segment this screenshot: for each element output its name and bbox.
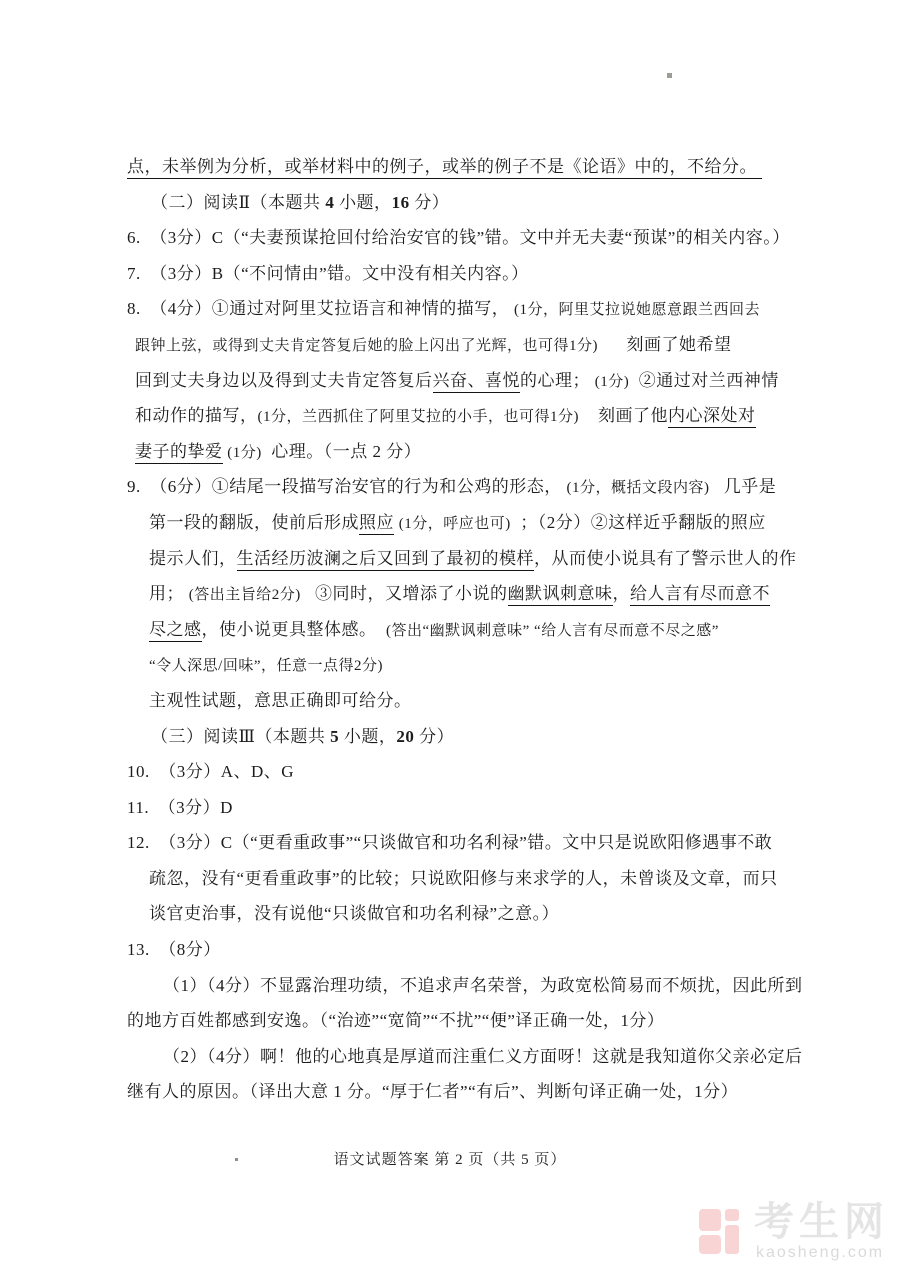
text-segment: ，从而使小说具有了警示世人的作 [534, 548, 797, 568]
text-segment: ， [612, 584, 630, 604]
underlined-text: 妻子的挚爱 [135, 442, 223, 464]
text-segment: 谈官吏治事，没有说他“只谈做官和功名利禄”之意。） [149, 904, 560, 924]
watermark-domain: kaosheng.com [756, 1244, 885, 1261]
document-lines [127, 149, 803, 1110]
text-segment: 10. （3分）A、D、G [127, 762, 295, 782]
text-line [127, 149, 787, 185]
text-line [163, 1039, 803, 1075]
watermark [696, 1198, 896, 1268]
text-line [149, 896, 787, 932]
text-segment: 12. （3分）C（“更看重政事”“只谈做官和功名利禄”错。文中只是说欧阳修遇事不敢 [127, 833, 773, 853]
underlined-text: 兴奋、喜悦 [433, 371, 521, 393]
watermark-logo-icon [725, 1225, 739, 1254]
text-line [127, 469, 787, 505]
text-line [127, 220, 790, 256]
text-segment: 和动作的描写， [135, 406, 258, 426]
text-segment: 继有人的原因。（译出大意 1 分。“厚于仁者”“有后”、判断句译正确一处，1分） [127, 1082, 739, 1102]
page-footer: 语文试题答案 第 2 页（共 5 页） [333, 1152, 567, 1168]
text-segment: 分） [409, 192, 450, 212]
text-segment: 11. （3分）D [127, 797, 233, 817]
text-line [149, 861, 787, 897]
underlined-text: 幽默讽刺意味 [508, 584, 613, 606]
text-segment: (1分，呼应也可) [398, 515, 511, 532]
text-line [149, 647, 787, 683]
watermark-logo-icon [699, 1235, 721, 1254]
text-segment: (1分，阿里艾拉说她愿意跟兰西回去 [514, 302, 760, 319]
text-segment: (1分，兰西抓住了阿里艾拉的小手，也可得1分) [257, 409, 579, 426]
text-segment: 9. （6分）①结尾一段描写治安官的行为和公鸡的形态， [127, 477, 567, 497]
text-segment: ③同时，又增添了小说的 [300, 584, 508, 604]
text-segment: (1分，概括文段内容) [566, 480, 710, 497]
text-segment: 分） [414, 726, 455, 746]
text-segment: 的心理； [520, 370, 595, 390]
text-segment: 5 [330, 726, 340, 746]
text-line [135, 363, 787, 399]
text-line [127, 790, 787, 826]
text-segment: 主观性试题，意思正确即可给分。 [149, 690, 412, 710]
underlined-text: 给人言有尽而意不 [630, 584, 770, 606]
text-segment: 刻画了他 [579, 406, 668, 426]
text-segment: 20 [396, 726, 415, 746]
text-line [151, 185, 787, 221]
text-line [127, 291, 787, 327]
text-segment: （1）（4分）不显露治理功绩，不追求声名荣誉，为政宽松简易而不烦扰，因此所到 [163, 975, 803, 995]
text-segment: (答出主旨给2分) [188, 587, 301, 604]
text-segment: 的地方百姓都感到安逸。（“治迹”“宽简”“不扰”“便”译正确一处，1分） [127, 1011, 665, 1031]
text-line [149, 541, 797, 577]
watermark-logo-icon [725, 1209, 739, 1221]
text-segment: (1分) [227, 444, 262, 461]
watermark-brand: 考生网 [754, 1200, 889, 1244]
underlined-text: 生活经历波澜之后又回到了最初的模样 [237, 549, 535, 571]
text-segment: 8. （4分）①通过对阿里艾拉语言和神情的描写， [127, 299, 514, 319]
text-line [127, 1074, 787, 1110]
text-segment: 刻画了她希望 [598, 334, 732, 354]
text-line [127, 754, 787, 790]
text-segment: 第一段的翻版，使前后形成 [149, 512, 359, 532]
underlined-text: 尽之感 [149, 620, 202, 642]
text-line [135, 398, 787, 434]
text-segment: 回到丈夫身边以及得到丈夫肯定答复后 [135, 370, 433, 390]
text-line [127, 1003, 787, 1039]
text-segment: 心理。（一点 2 分） [261, 441, 422, 461]
text-segment: 跟钟上弦，或得到丈夫肯定答复后她的脸上闪出了光辉，也可得1分) [135, 337, 598, 354]
text-segment: 7. （3分）B（“不问情由”错。文中没有相关内容。） [127, 263, 529, 283]
text-segment: 提示人们， [149, 548, 237, 568]
text-segment: ②通过对兰西神情 [629, 370, 779, 390]
text-segment: （三）阅读Ⅲ（本题共 [151, 726, 331, 746]
text-line [135, 327, 787, 363]
text-segment: (答出“幽默讽刺意味” “给人言有尽而意不尽之感” [386, 622, 719, 639]
text-segment: 小题， [334, 192, 392, 212]
text-segment: （2）（4分）啊！他的心地真是厚道而注重仁义方面呀！这就是我知道你父亲必定后 [163, 1046, 803, 1066]
text-segment: “令人深思/回味”，任意一点得2分) [149, 658, 383, 675]
text-segment: 小题， [339, 726, 397, 746]
scan-speck [667, 73, 672, 78]
watermark-logo-icon [699, 1209, 721, 1231]
text-line [149, 576, 787, 612]
text-segment: 几乎是 [709, 477, 777, 497]
text-segment: 16 [391, 192, 410, 212]
text-line [127, 932, 787, 968]
text-segment: 4 [325, 192, 335, 212]
text-line [163, 968, 803, 1004]
text-line [127, 825, 787, 861]
text-line [149, 683, 787, 719]
text-segment: （二）阅读Ⅱ（本题共 [151, 192, 326, 212]
text-line [151, 719, 787, 755]
underlined-text: 照应 [359, 513, 394, 535]
text-segment: ；（2分）②这样近乎翻版的照应 [510, 512, 766, 532]
text-segment: 13. （8分） [127, 940, 221, 960]
text-line [149, 612, 787, 648]
underlined-text: 点，未举例为分析，或举材料中的例子，或举的例子不是《论语》中的，不给分。 [127, 157, 762, 179]
text-line [135, 434, 787, 470]
text-segment: 用； [149, 584, 189, 604]
text-line [127, 256, 787, 292]
text-segment: 6. （3分）C（“夫妻预谋抢回付给治安官的钱”错。文中并无夫妻“预谋”的相关内容。） [127, 228, 790, 248]
text-segment: ，使小说更具整体感。 [201, 619, 386, 639]
underlined-text: 内心深处对 [668, 406, 756, 428]
text-line [149, 505, 787, 541]
text-segment: (1分) [594, 373, 630, 390]
text-segment: 疏忽，没有“更看重政事”的比较；只说欧阳修与来求学的人，未曾谈及文章，而只 [149, 868, 778, 888]
